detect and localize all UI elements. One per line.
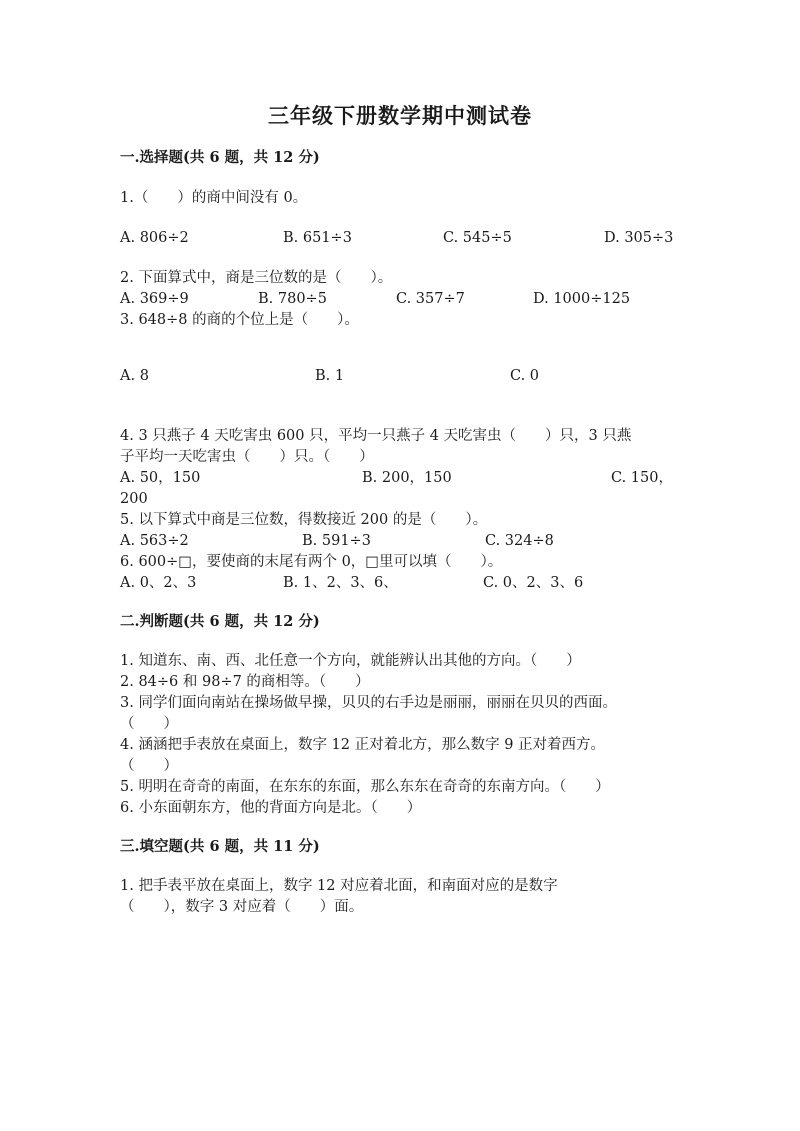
q5-option-b: B. 591÷3 [302,533,371,549]
q3-option-a: A. 8 [120,368,149,384]
q5-stem: 5. 以下算式中商是三位数，得数接近 200 的是（ ）。 [120,512,488,528]
q4-option-c: C. 150， [611,470,673,486]
q2-option-c: C. 357÷7 [396,291,465,307]
q4-option-b: B. 200，150 [362,470,452,486]
fill-blank-line: 1. 把手表平放在桌面上，数字 12 对应着北面，和南面对应的是数字 [120,878,558,894]
q3-option-c: C. 0 [510,368,540,384]
q3-option-b: B. 1 [315,368,345,384]
q2-option-b: B. 780÷5 [258,291,327,307]
fill-blank-line: （ ），数字 3 对应着（ ）面。 [120,899,364,915]
q4-option-c-wrap: 200 [120,491,148,507]
q6-option-a: A. 0、2、3 [120,575,197,591]
q1-stem: 1.（ ）的商中间没有 0。 [120,190,308,206]
q3-stem: 3. 648÷8 的商的个位上是（ ）。 [120,312,359,328]
q4-option-a: A. 50，150 [120,470,201,486]
q4-stem-line1: 4. 3 只燕子 4 天吃害虫 600 只，平均一只燕子 4 天吃害虫（ ）只，3 只燕 [120,428,632,444]
judgement-line: 5. 明明在奇奇的南面，在东东的东面，那么东东在奇奇的东南方向。（ ） [120,779,610,795]
q6-option-c: C. 0、2、3、6 [483,575,584,591]
page-title: 三年级下册数学期中测试卷 [268,103,532,128]
q1-option-b: B. 651÷3 [283,230,352,246]
q2-stem: 2. 下面算式中，商是三位数的是（ ）。 [120,270,393,286]
judgement-line: 4. 涵涵把手表放在桌面上，数字 12 正对着北方，那么数字 9 正对着西方。 [120,737,606,753]
judgement-line: （ ） [120,758,178,774]
q6-option-b: B. 1、2、3、6、 [283,575,398,591]
q2-option-a: A. 369÷9 [120,291,189,307]
q1-option-c: C. 545÷5 [443,230,512,246]
judgement-line: 2. 84÷6 和 98÷7 的商相等。（ ） [120,674,370,690]
q4-stem-line2: 子平均一天吃害虫（ ）只。（ ） [120,449,374,465]
q5-option-c: C. 324÷8 [485,533,554,549]
q1-option-d: D. 305÷3 [604,230,674,246]
section-heading-fill-blank: 三.填空题(共 6 题，共 11 分) [120,838,320,855]
q6-stem: 6. 600÷□，要使商的末尾有两个 0，□里可以填（ ）。 [120,554,503,570]
section-heading-judgement: 二.判断题(共 6 题，共 12 分) [120,613,320,630]
judgement-line: 3. 同学们面向南站在操场做早操，贝贝的右手边是丽丽，丽丽在贝贝的西面。 [120,695,617,711]
q1-option-a: A. 806÷2 [120,230,189,246]
section-heading-choice: 一.选择题(共 6 题，共 12 分) [120,149,320,166]
q5-option-a: A. 563÷2 [120,533,189,549]
judgement-line: 1. 知道东、南、西、北任意一个方向，就能辨认出其他的方向。（ ） [120,653,581,669]
judgement-line: （ ） [120,716,178,732]
judgement-line: 6. 小东面朝东方，他的背面方向是北。（ ） [120,800,422,816]
q2-option-d: D. 1000÷125 [533,291,631,307]
